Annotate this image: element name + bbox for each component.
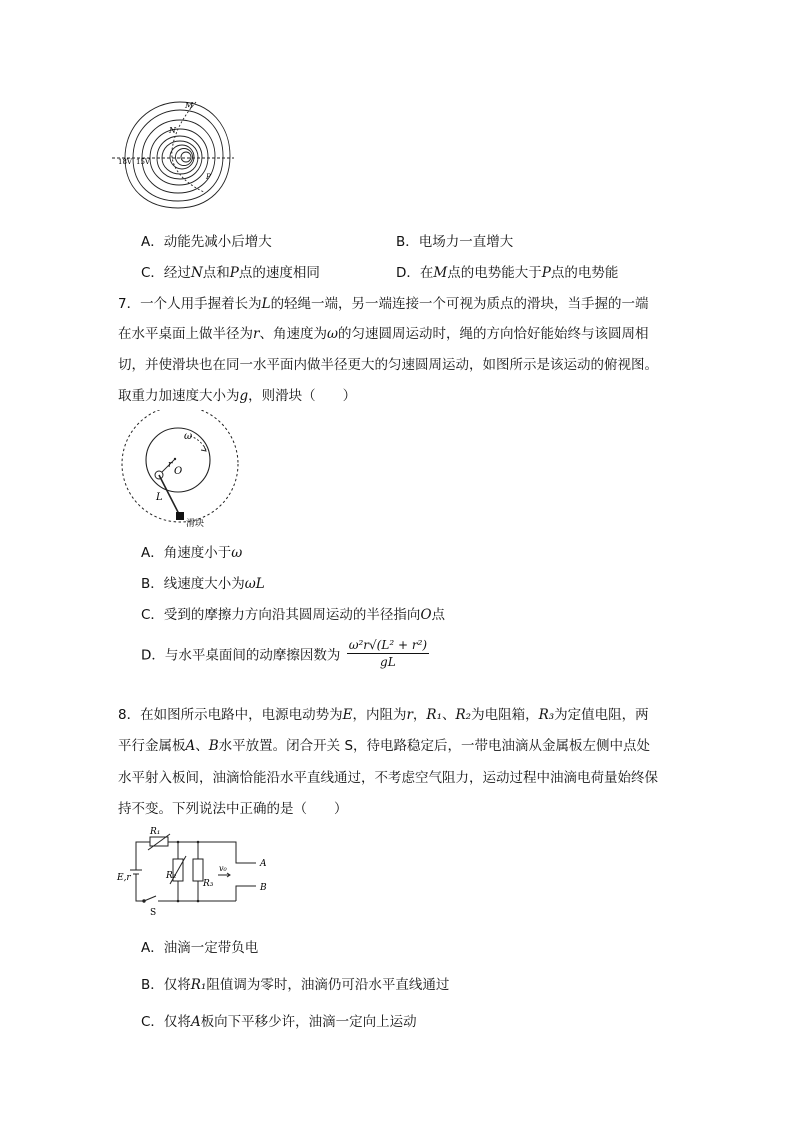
q7-option-d: D．与水平桌面间的动摩擦因数为 $\frac{\text{ω²r√(L² + r²)}}{gL}$ [141, 638, 428, 669]
label-R1: R₁ [150, 827, 161, 837]
circular-motion-figure [118, 410, 248, 532]
label-S: S [150, 908, 157, 918]
friction-coefficient-fraction: $\frac{\text{ω²r√(L² + r²)}}{gL}$ [348, 638, 428, 669]
q7-option-a: A．角速度小于ω [141, 545, 243, 561]
label-omega: ω [184, 431, 193, 442]
q8-stem-line4: 持不变。下列说法中正确的是（ ） [118, 801, 348, 817]
label-R2: R₂ [166, 871, 177, 881]
equipotential-figure [112, 96, 237, 214]
q8-option-a: A．油滴一定带负电 [141, 940, 259, 956]
circuit-figure [116, 826, 276, 918]
label-15V: 15V [136, 158, 150, 166]
q7-option-b: B．线速度大小为ωL [141, 576, 265, 592]
q7-stem-line3: 切，并使滑块也在同一水平面内做半径更大的匀速圆周运动，如图所示是该运动的俯视图。 [118, 357, 658, 373]
label-P: P [206, 173, 211, 181]
q7-option-c: C．受到的摩擦力方向沿其圆周运动的半径指向O点 [141, 607, 446, 623]
label-18V: 18V [118, 158, 132, 166]
label-M: M [185, 101, 194, 110]
label-O: O [174, 466, 183, 477]
label-L: L [156, 492, 163, 503]
label-A: A [260, 859, 267, 869]
q7-stem-line2: 在水平桌面上做半径为r、角速度为ω的匀速圆周运动时，绳的方向恰好能始终与该圆周相 [118, 326, 649, 342]
q6-option-d: D．在M点的电势能大于P点的电势能 [396, 265, 619, 281]
label-Er: E,r [117, 873, 131, 883]
q6-option-c: C．经过N点和P点的速度相同 [141, 265, 320, 281]
label-R3: R₃ [203, 879, 214, 889]
label-B: B [260, 883, 267, 893]
q8-stem-line1: 8．在如图所示电路中，电源电动势为E，内阻为r，R₁、R₂为电阻箱，R₃为定值电阻，两 [118, 707, 649, 723]
q8-option-b: B．仅将R₁阻值调为零时，油滴仍可沿水平直线通过 [141, 977, 450, 993]
q7-stem-line4: 取重力加速度大小为g，则滑块（ ） [118, 388, 357, 404]
label-slider: 滑块 [186, 519, 205, 529]
q8-stem-line2: 平行金属板A、B水平放置。闭合开关 S，待电路稳定后，一带电油滴从金属板左侧中点处 [118, 738, 651, 754]
label-v0: v₀ [219, 864, 227, 873]
q8-option-c: C．仅将A板向下平移少许，油滴一定向上运动 [141, 1014, 417, 1030]
q6-option-b: B．电场力一直增大 [396, 234, 514, 250]
label-r: r [168, 460, 173, 470]
q7-stem-line1: 7．一个人用手握着长为L的轻绳一端，另一端连接一个可视为质点的滑块，当手握的一端 [118, 296, 649, 312]
q6-option-a: A．动能先减小后增大 [141, 234, 272, 250]
q8-stem-line3: 水平射入板间，油滴恰能沿水平直线通过，不考虑空气阻力，运动过程中油滴电荷量始终保 [118, 770, 658, 786]
label-N: N [169, 126, 176, 135]
